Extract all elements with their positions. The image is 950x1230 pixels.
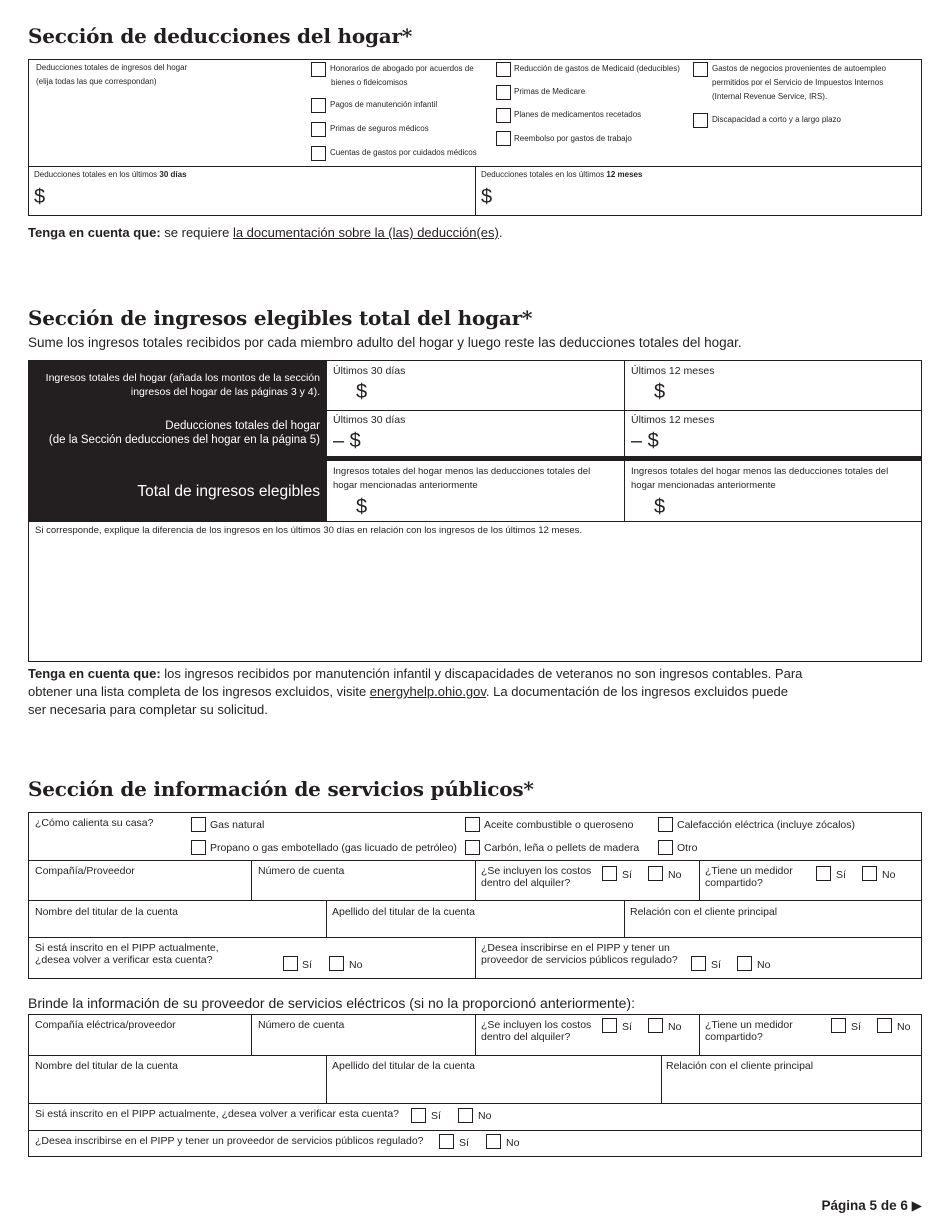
electric-relation-label: Relación con el cliente principal (666, 1060, 814, 1072)
electric-holder-last-input[interactable] (331, 1073, 656, 1099)
utility-rent-no-checkbox[interactable] (648, 866, 663, 881)
row2-last12-input[interactable] (675, 428, 915, 454)
utility-pipp-verify-yes-label: Sí (302, 959, 312, 971)
label-work-reimbursement: Reembolso por gastos de trabajo (514, 134, 632, 143)
utility-pipp-enroll-yes-label: Sí (711, 959, 721, 971)
electric-pipp-enroll-no-checkbox[interactable] (486, 1134, 501, 1149)
row3-last12-dollar: $ (654, 496, 666, 518)
checkbox-propane[interactable] (191, 840, 206, 855)
deductions-total-30-dollar: $ (34, 186, 46, 208)
label-propane: Propano o gas embotellado (gas licuado de petróleo) (210, 842, 457, 854)
utility-relation-input[interactable] (629, 919, 917, 935)
energyhelp-link[interactable]: energyhelp.ohio.gov (369, 684, 486, 699)
row2-last12-label: Últimos 12 meses (631, 414, 715, 426)
utility-pipp-enroll-question: ¿Desea inscribirse en el PIPP y tener un proveedor de servicios públicos regulado? (481, 942, 678, 966)
electric-pipp-enroll-question: ¿Desea inscribirse en el PIPP y tener un proveedor de servicios públicos regulado? (35, 1135, 424, 1147)
utility-holder-last-label: Apellido del titular de la cuenta (332, 906, 476, 918)
deductions-doc-link[interactable]: la documentación sobre la (las) deducción(es) (232, 225, 499, 240)
utility-holder-first-label: Nombre del titular de la cuenta (35, 906, 178, 918)
checkbox-work-reimbursement[interactable] (496, 131, 511, 146)
electric-rent-yes-checkbox[interactable] (602, 1018, 617, 1033)
utility-pipp-enroll-no-checkbox[interactable] (737, 956, 752, 971)
utility-account-label: Número de cuenta (258, 865, 345, 877)
electric-pipp-verify-no-checkbox[interactable] (458, 1108, 473, 1123)
checkbox-prescription[interactable] (496, 108, 511, 123)
row3-last12-input[interactable] (675, 494, 915, 518)
electric-pipp-verify-yes-checkbox[interactable] (411, 1108, 426, 1123)
row1-last12-input[interactable] (675, 379, 915, 405)
utility-meter-no-label: No (882, 869, 896, 881)
electric-meter-question: ¿Tiene un medidor compartido? (705, 1019, 793, 1043)
checkbox-child-support[interactable] (311, 98, 326, 113)
utility-meter-question: ¿Tiene un medidor compartido? (705, 865, 793, 889)
label-attorney-fees: Honorarios de abogado por acuerdos de bienes o fideicomisos (330, 64, 474, 87)
deductions-total-30-label: Deducciones totales en los últimos 30 días (34, 170, 187, 179)
electric-rent-yes-label: Sí (622, 1021, 632, 1033)
electric-company-input[interactable] (34, 1032, 246, 1052)
income-table (28, 360, 922, 662)
electric-pipp-enroll-no-label: No (506, 1137, 520, 1149)
label-fuel-oil: Aceite combustible o queroseno (484, 819, 634, 831)
checkbox-disability[interactable] (693, 113, 708, 128)
page-number: Página 5 de 6 ▶ (821, 1198, 922, 1213)
deductions-note: Tenga en cuenta que: se requiere la documentación sobre la (las) deducción(es). (28, 225, 503, 240)
row1-last30-input[interactable] (377, 379, 617, 405)
checkbox-self-employment[interactable] (693, 62, 708, 77)
electric-holder-first-input[interactable] (34, 1073, 322, 1099)
income-subtitle: Sume los ingresos totales recibidos por cada miembro adulto del hogar y luego reste las deducciones totales del hogar. (28, 335, 742, 350)
row-eligible-label: Total de ingresos elegibles (29, 460, 326, 521)
row-deductions-label: Deducciones totales del hogar (de la Sección deducciones del hogar en la página 5) (29, 410, 326, 460)
utility-rent-yes-label: Sí (622, 869, 632, 881)
income-explain-label: Si corresponde, explique la diferencia de los ingresos en los últimos 30 días en relación con los ingresos de los últimos 12 meses. (35, 525, 583, 536)
utility-rent-yes-checkbox[interactable] (602, 866, 617, 881)
electric-pipp-verify-yes-label: Sí (431, 1110, 441, 1122)
electric-rent-no-label: No (668, 1021, 682, 1033)
checkbox-other[interactable] (658, 840, 673, 855)
label-child-support: Pagos de manutención infantil (330, 100, 438, 109)
electric-holder-last-label: Apellido del titular de la cuenta (332, 1060, 476, 1072)
checkbox-natural-gas[interactable] (191, 817, 206, 832)
electric-account-label: Número de cuenta (258, 1019, 345, 1031)
income-note: Tenga en cuenta que: los ingresos recibidos por manutención infantil y discapacidades de veteranos no son ingresos contables. Para obtener una lista completa de los ingresos excluidos, visite energyhelp.ohio.gov. La documentación de los ingresos excluidos puede ser necesaria para completar su solicitud. (28, 666, 803, 717)
electric-meter-no-checkbox[interactable] (877, 1018, 892, 1033)
label-prescription: Planes de medicamentos recetados (514, 110, 642, 119)
utility-title: Sección de información de servicios públicos* (28, 777, 534, 801)
utility-company-input[interactable] (34, 878, 246, 898)
utility-holder-last-input[interactable] (331, 919, 619, 935)
electric-meter-yes-label: Sí (851, 1021, 861, 1033)
row-total-income-label: Ingresos totales del hogar (añada los montos de la sección ingresos del hogar de las páginas 3 y 4). (29, 361, 326, 410)
row1-last30-dollar: $ (356, 381, 368, 403)
deductions-total-12-dollar: $ (481, 186, 493, 208)
electric-holder-first-label: Nombre del titular de la cuenta (35, 1060, 178, 1072)
checkbox-fuel-oil[interactable] (465, 817, 480, 832)
utility-meter-no-checkbox[interactable] (862, 866, 877, 881)
electric-rent-no-checkbox[interactable] (648, 1018, 663, 1033)
checkbox-medicare[interactable] (496, 85, 511, 100)
utility-account-input[interactable] (257, 878, 469, 898)
label-medical-accounts: Cuentas de gastos por cuidados médicos (330, 148, 477, 157)
electric-pipp-enroll-yes-checkbox[interactable] (439, 1134, 454, 1149)
row3-last30-dollar: $ (356, 496, 368, 518)
label-disability: Discapacidad a corto y a largo plazo (712, 115, 841, 124)
checkbox-health-premiums[interactable] (311, 122, 326, 137)
utility-relation-label: Relación con el cliente principal (630, 906, 778, 918)
electric-meter-no-label: No (897, 1021, 911, 1033)
electric-pipp-enroll-yes-label: Sí (459, 1137, 469, 1149)
heat-question: ¿Cómo calienta su casa? (35, 817, 154, 829)
checkbox-electric-heat[interactable] (658, 817, 673, 832)
income-title: Sección de ingresos elegibles total del hogar* (28, 306, 533, 330)
checkbox-medicaid[interactable] (496, 62, 511, 77)
label-medicare: Primas de Medicare (514, 87, 586, 96)
deductions-title: Sección de deducciones del hogar* (28, 24, 413, 48)
row2-last30-input[interactable] (377, 428, 617, 454)
label-health-premiums: Primas de seguros médicos (330, 124, 429, 133)
utility-meter-yes-checkbox[interactable] (816, 866, 831, 881)
income-explain-textarea[interactable] (33, 541, 917, 659)
row3-last30-desc: Ingresos totales del hogar menos las deducciones totales del hogar mencionadas anteriormente (333, 466, 591, 491)
row1-last30-label: Últimos 30 días (333, 365, 406, 377)
label-self-employment: Gastos de negocios provenientes de autoempleo permitidos por el Servicio de Impuestos Internos (Internal Revenue Service, IRS). (712, 64, 886, 101)
utility-pipp-verify-question: Si está inscrito en el PIPP actualmente, ¿desea volver a verificar esta cuenta? (35, 942, 219, 966)
electric-pipp-verify-no-label: No (478, 1110, 492, 1122)
electric-heading: Brinde la información de su proveedor de servicios eléctricos (si no la proporcionó anteriormente): (28, 995, 635, 1011)
electric-rent-question: ¿Se incluyen los costos dentro del alquiler? (481, 1019, 592, 1043)
utility-pipp-verify-no-label: No (349, 959, 363, 971)
utility-meter-yes-label: Sí (836, 869, 846, 881)
utility-pipp-verify-yes-checkbox[interactable] (283, 956, 298, 971)
label-electric-heat: Calefacción eléctrica (incluye zócalos) (677, 819, 855, 831)
row3-last12-desc: Ingresos totales del hogar menos las deducciones totales del hogar mencionadas anteriormente (631, 466, 889, 491)
label-coal-wood: Carbón, leña o pellets de madera (484, 842, 640, 854)
electric-company-label: Compañía eléctrica/proveedor (35, 1019, 176, 1031)
checkbox-medical-accounts[interactable] (311, 146, 326, 161)
utility-rent-question: ¿Se incluyen los costos dentro del alquiler? (481, 865, 592, 889)
row2-last30-dollar: – $ (333, 430, 361, 452)
label-medicaid: Reducción de gastos de Medicaid (deducibles) (514, 64, 680, 73)
deductions-total-12-label: Deducciones totales en los últimos 12 meses (481, 170, 643, 179)
label-natural-gas: Gas natural (210, 819, 265, 831)
checkbox-coal-wood[interactable] (465, 840, 480, 855)
electric-relation-input[interactable] (665, 1073, 915, 1099)
utility-pipp-enroll-no-label: No (757, 959, 771, 971)
row2-last12-dollar: – $ (631, 430, 659, 452)
deductions-total-12-input[interactable] (499, 184, 909, 210)
electric-account-input[interactable] (257, 1032, 469, 1052)
utility-company-label: Compañía/Proveedor (35, 865, 135, 877)
utility-rent-no-label: No (668, 869, 682, 881)
row2-last30-label: Últimos 30 días (333, 414, 406, 426)
row3-last30-input[interactable] (377, 494, 617, 518)
utility-pipp-verify-no-checkbox[interactable] (329, 956, 344, 971)
label-other: Otro (677, 842, 698, 854)
next-arrow-icon: ▶ (911, 1198, 922, 1213)
utility-holder-first-input[interactable] (34, 919, 322, 935)
deductions-intro: Deducciones totales de ingresos del hogar (elija todas las que correspondan) (36, 63, 188, 86)
row1-last12-dollar: $ (654, 381, 666, 403)
row1-last12-label: Últimos 12 meses (631, 365, 715, 377)
electric-meter-yes-checkbox[interactable] (831, 1018, 846, 1033)
deductions-total-30-input[interactable] (52, 184, 462, 210)
utility-pipp-enroll-yes-checkbox[interactable] (691, 956, 706, 971)
checkbox-attorney-fees[interactable] (311, 62, 326, 77)
electric-pipp-verify-question: Si está inscrito en el PIPP actualmente, ¿desea volver a verificar esta cuenta? (35, 1108, 399, 1120)
